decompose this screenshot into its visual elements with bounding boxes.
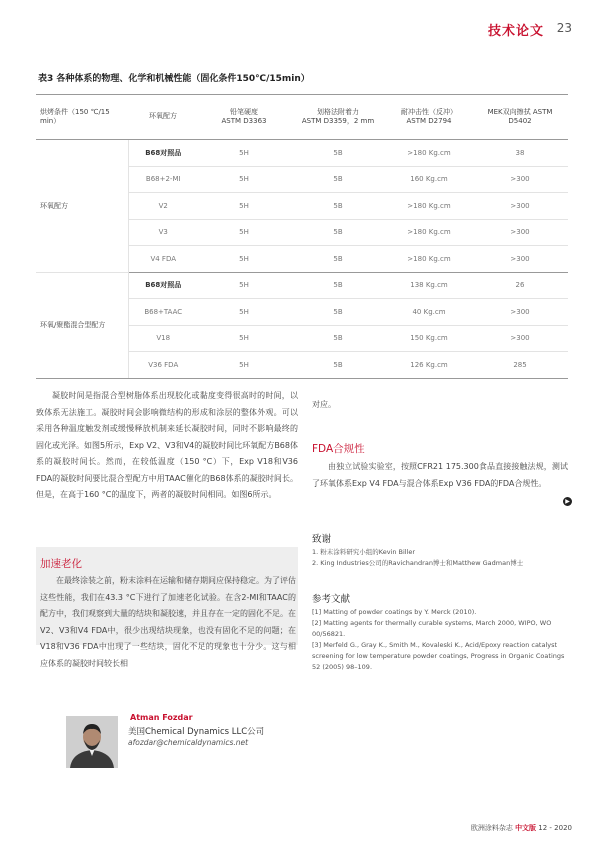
- group-epoxy: 环氧配方: [36, 140, 128, 273]
- col-formula: 环氧配方: [128, 95, 198, 140]
- page-footer: [471, 823, 572, 833]
- fda-paragraph: 由独立试验实验室，按照CFR21 175.300食品直接接触法规，测试了环氧体系Exp V4 FDA与混合体系Exp V36 FDA的FDA合规性。: [312, 462, 568, 488]
- table-row: V36 FDA 5H 5B 126 Kg.cm 285: [36, 352, 568, 379]
- table-row: V4 FDA 5H 5B >180 Kg.cm >300: [36, 246, 568, 273]
- table-row: 环氧/聚酯混合型配方 B68对照品 5H 5B 138 Kg.cm 26: [36, 272, 568, 299]
- aging-heading: 加速老化: [40, 558, 82, 570]
- table-row: V18 5H 5B 150 Kg.cm >300: [36, 325, 568, 352]
- table-row: B68+TAAC 5H 5B 40 Kg.cm >300: [36, 299, 568, 326]
- group-hybrid: 环氧/聚酯混合型配方: [36, 272, 128, 378]
- col-pencil: 铅笔硬度 ASTM D3363: [198, 95, 290, 140]
- table-row: V3 5H 5B >180 Kg.cm >300: [36, 219, 568, 246]
- col-mek: MEK双向擦拭 ASTM D5402: [472, 95, 568, 140]
- ref-list: [312, 607, 568, 673]
- author-name: Atman Fozdar: [130, 713, 193, 722]
- footer-journal: 欧洲涂料杂志: [470, 824, 513, 832]
- properties-table: [36, 94, 568, 379]
- ack-heading: 致谢: [312, 534, 332, 545]
- page-number: 23: [556, 21, 572, 35]
- continuation-text: 对应。: [312, 400, 336, 409]
- col-crosshatch: 划格法附着力 ASTM D3359，2 mm: [290, 95, 386, 140]
- table-row: B68+2-MI 5H 5B 160 Kg.cm >300: [36, 166, 568, 193]
- author-photo: [66, 716, 118, 768]
- list-item: 2. King Industries公司的Ravichandran博士和Matthew Gadman博士: [312, 559, 524, 567]
- table-row: V2 5H 5B >180 Kg.cm >300: [36, 193, 568, 220]
- list-item: 1. 粉末涂料研究小组的Kevin Biller: [312, 548, 416, 556]
- footer-issue: 12 - 2020: [538, 824, 572, 832]
- table-caption: 表3 各种体系的物理、化学和机械性能（固化条件150℃/15min）: [38, 74, 310, 84]
- footer-edition: 中文版: [515, 824, 537, 832]
- aging-paragraph: 在最终涂装之前，粉末涂料在运输和储存期间应保持稳定。为了评估这些性能，我们在43.3 °C下进行了加速老化试验。在含2-MI和TAAC的配方中，我们观察到大量的结块和凝胶速，并且存在一定的固化不足。在V2、V3和V4 FDA中，很少出现结块现象，也没有固化不足的问题；在V18和V36 FDA中出现了一些结块，固化不足的现象也十分少。这与相应体系的凝胶时间较长相: [40, 576, 296, 668]
- list-item: [2] Matting agents for thermally curable systems, March 2000, WIPO, WO 00/56821.: [312, 619, 552, 638]
- fda-heading: FDA合规性: [312, 443, 365, 455]
- author-email[interactable]: afozdar@chemicaldynamics.net: [128, 738, 249, 747]
- table-header-row: [36, 95, 568, 140]
- person-icon: [66, 716, 118, 768]
- arrow-right-icon: ▶: [563, 497, 572, 506]
- author-company: 美国Chemical Dynamics LLC公司: [128, 727, 265, 737]
- list-item: [3] Merfeld G., Gray K., Smith M., Kovaleski K., Acid/Epoxy reaction catalyst screening for low temperature powder coatings, Progress in Organic Coatings 52 (2005) 98–109.: [312, 641, 565, 671]
- ref-heading: 参考文献: [312, 594, 351, 605]
- gel-time-paragraph: 凝胶时间是指混合型树脂体系出现胶化或黏度变得很高时的时间，以致体系无法施工。凝胶时间会影响微结构的形成和涂层的整体外观。可以采用各种温度触发剂或缓慢释放机制来延长凝胶时间，同时不影响最终的固化或光泽。如图5所示，Exp V2、V3和V4的凝胶时间比环氧配方B68体系的凝胶时间长。然而，在较低温度（150 °C）下，Exp V18和V36 FDA的凝胶时间要比混合型配方中用TAAC催化的B68体系的凝胶时间长。但是，在高于160 °C的温度下，两者的凝胶时间相同。如图6所示。: [36, 391, 298, 499]
- col-impact: 耐冲击性（反冲） ASTM D2794: [386, 95, 472, 140]
- section-title: 技术论文: [487, 24, 544, 39]
- table-row: 环氧配方 B68对照品 5H 5B >180 Kg.cm 38: [36, 140, 568, 167]
- ack-list: [312, 547, 568, 569]
- col-curing: 烘烤条件（150 ℃/15 min）: [36, 95, 128, 140]
- list-item: [1] Matting of powder coatings by Y. Merck (2010).: [312, 608, 477, 616]
